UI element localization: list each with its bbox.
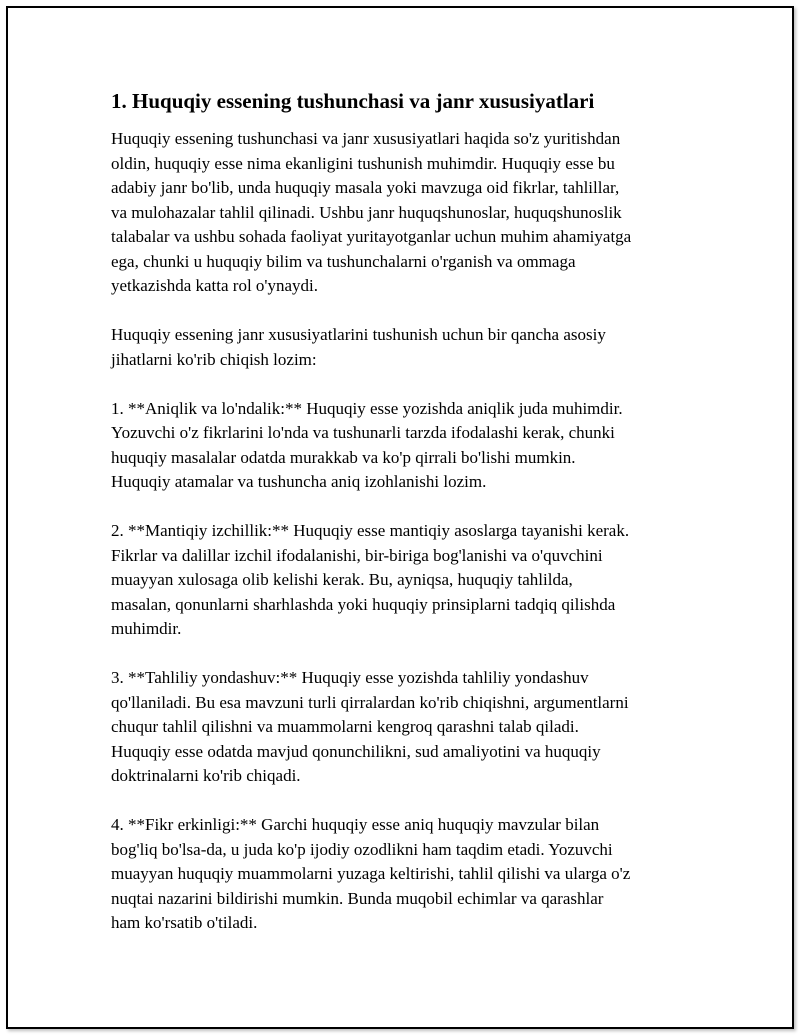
text-line: doktrinalarni ko'rib chiqadi. <box>111 766 301 785</box>
text-line: muayyan huquqiy muammolarni yuzaga keltirishi, tahlil qilishi va ularga o'z <box>111 864 631 883</box>
text-line: Huquqiy esse odatda mavjud qonunchilikni, sud amaliyotini va huquqiy <box>111 741 601 761</box>
paragraph-genre-aspects <box>111 323 691 372</box>
text-line: talabalar va ushbu sohada faoliyat yuritayotganlar uchun muhim ahamiyatga <box>111 227 632 246</box>
text-line: Huquqiy essening tushunchasi va janr xususiyatlari haqida so'z yuritishdan <box>111 129 621 148</box>
text-line: 3. **Tahliliy yondashuv:** Huquqiy esse yozishda tahliliy yondashuv <box>111 668 589 687</box>
text-line: chuqur tahlil qilishni va muammolarni kengroq qarashni talab qiladi. <box>111 717 579 736</box>
text-line: huquqiy masalalar odatda murakkab va ko'p qirrali bo'lishi mumkin. <box>111 447 576 467</box>
paragraph-point-1 <box>111 397 691 495</box>
paragraph-intro <box>111 127 691 299</box>
text-line: nuqtai nazarini bildirishi mumkin. Bunda muqobil echimlar va qarashlar <box>111 888 604 908</box>
text-line: muayyan xulosaga olib kelishi kerak. Bu, ayniqsa, huquqiy tahlilda, <box>111 570 573 589</box>
section-heading: 1. Huquqiy essening tushunchasi va janr xususiyatlari <box>111 89 595 113</box>
text-line: ega, chunki u huquqiy bilim va tushunchalarni o'rganish va ommaga <box>111 251 576 271</box>
text-line: yetkazishda katta rol o'ynaydi. <box>111 276 318 295</box>
paragraph-point-3 <box>111 666 691 789</box>
text-line: 4. **Fikr erkinligi:** Garchi huquqiy esse aniq huquqiy mavzular bilan <box>111 815 600 834</box>
text-line: jihatlarni ko'rib chiqish lozim: <box>111 349 317 369</box>
text-line: masalan, qonunlarni sharhlashda yoki huquqiy prinsiplarni tadqiq qilishda <box>111 594 616 614</box>
text-line: muhimdir. <box>111 619 182 638</box>
text-line: Fikrlar va dalillar izchil ifodalanishi, bir-biriga bog'lanishi va o'quvchini <box>111 545 603 565</box>
document-body <box>111 88 691 960</box>
text-line: 1. **Aniqlik va lo'ndalik:** Huquqiy esse yozishda aniqlik juda muhimdir. <box>111 398 623 418</box>
text-line: qo'llaniladi. Bu esa mavzuni turli qirralardan ko'rib chiqishni, argumentlarni <box>111 692 629 712</box>
text-line: Yozuvchi o'z fikrlarini lo'nda va tushunarli tarzda ifodalashi kerak, chunki <box>111 423 615 442</box>
text-line: ham ko'rsatib o'tiladi. <box>111 913 258 932</box>
text-line: 2. **Mantiqiy izchillik:** Huquqiy esse mantiqiy asoslarga tayanishi kerak. <box>111 521 630 540</box>
text-line: Huquqiy essening janr xususiyatlarini tushunish uchun bir qancha asosiy <box>111 325 606 344</box>
paragraph-point-4 <box>111 813 691 936</box>
text-line: adabiy janr bo'lib, unda huquqiy masala yoki mavzuga oid fikrlar, tahlillar, <box>111 178 620 197</box>
text-line: oldin, huquqiy esse nima ekanligini tushunish muhimdir. Huquqiy esse bu <box>111 153 615 173</box>
text-line: bog'liq bo'lsa-da, u juda ko'p ijodiy ozodlikni ham taqdim etadi. Yozuvchi <box>111 839 613 859</box>
text-line: va mulohazalar tahlil qilinadi. Ushbu janr huquqshunoslar, huquqshunoslik <box>111 202 622 222</box>
text-line: Huquqiy atamalar va tushuncha aniq izohlanishi lozim. <box>111 472 487 491</box>
paragraph-point-2 <box>111 519 691 642</box>
